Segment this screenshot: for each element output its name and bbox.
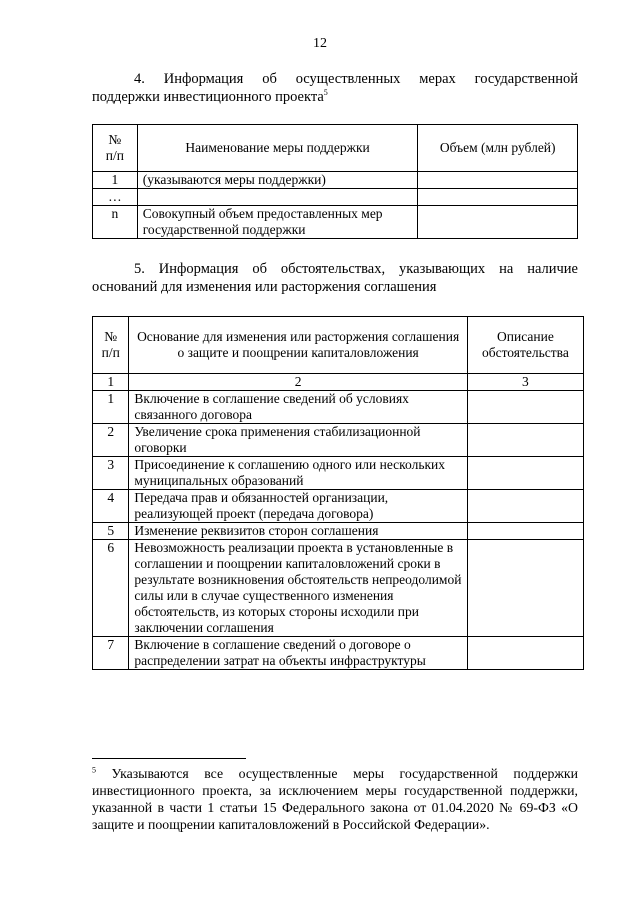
table-row	[93, 457, 584, 490]
basis-text: Изменение реквизитов сторон соглашения	[129, 523, 467, 540]
circumstance-description	[467, 424, 583, 457]
table-header-row	[93, 317, 584, 374]
table-header-row	[93, 125, 578, 172]
measure-name: (указываются меры поддержки)	[137, 172, 418, 189]
measure-name: Совокупный объем предоставленных мер государственной поддержки	[137, 206, 418, 239]
row-number: 5	[93, 523, 129, 540]
termination-grounds-table	[92, 316, 584, 670]
basis-text: Передача прав и обязанностей организации, реализующей проект (передача договора)	[129, 490, 467, 523]
row-number: 4	[93, 490, 129, 523]
circumstance-description	[467, 523, 583, 540]
table-row	[93, 391, 584, 424]
basis-text: Увеличение срока применения стабилизационной оговорки	[129, 424, 467, 457]
header-volume: Объем (млн рублей)	[418, 125, 578, 172]
row-number: 3	[93, 457, 129, 490]
column-number: 3	[467, 374, 583, 391]
table-row	[93, 424, 584, 457]
circumstance-description	[467, 637, 583, 670]
circumstance-description	[467, 540, 583, 637]
measure-volume	[418, 172, 578, 189]
table-row	[93, 637, 584, 670]
basis-text: Присоединение к соглашению одного или нескольких муниципальных образований	[129, 457, 467, 490]
circumstance-description	[467, 457, 583, 490]
footnote-text: Указываются все осуществленные меры государственной поддержки инвестиционного проекта, за исключением меры государственной поддержки, указанной в части 1 статьи 15 Федерального закона от 01.04.2020 № 69-ФЗ «О защите и поощрении капиталовложений в Российской Федерации».	[92, 766, 578, 832]
row-number: 1	[93, 172, 138, 189]
column-number-row	[93, 374, 584, 391]
page-number: 12	[313, 36, 327, 51]
support-measures-table	[92, 124, 578, 239]
measure-name	[137, 189, 418, 206]
footnote-divider	[92, 758, 246, 759]
section-4-heading-line2: поддержки инвестиционного проекта	[92, 89, 324, 105]
section-5-heading-line2: оснований для изменения или расторжения соглашения	[92, 279, 437, 295]
table-row	[93, 540, 584, 637]
footnote-reference: 5	[323, 88, 328, 98]
table-row	[93, 172, 578, 189]
circumstance-description	[467, 391, 583, 424]
row-number: …	[93, 189, 138, 206]
row-number: 2	[93, 424, 129, 457]
basis-text: Включение в соглашение сведений о договоре о распределении затрат на объекты инфраструктуры	[129, 637, 467, 670]
section-4-heading-line1: 4. Информация об осуществленных мерах государственной	[134, 71, 578, 87]
table-row	[93, 490, 584, 523]
column-number: 2	[129, 374, 467, 391]
section-5-heading	[92, 260, 578, 296]
table-row	[93, 206, 578, 239]
header-number: № п/п	[93, 125, 138, 172]
row-number: 6	[93, 540, 129, 637]
header-description: Описание обстоятельства	[467, 317, 583, 374]
basis-text: Невозможность реализации проекта в установленные в соглашении и поощрении капиталовложений сроки в результате возникновения обстоятельств непреодолимой силы или в случае существенного изменения обстоятельств, из которых стороны исходили при заключении соглашения	[129, 540, 467, 637]
header-number: № п/п	[93, 317, 129, 374]
row-number: 1	[93, 391, 129, 424]
row-number: 7	[93, 637, 129, 670]
footnote	[92, 765, 578, 833]
section-5-heading-line1: 5. Информация об обстоятельствах, указывающих на наличие	[134, 261, 578, 277]
table-row	[93, 189, 578, 206]
header-measure-name: Наименование меры поддержки	[137, 125, 418, 172]
column-number: 1	[93, 374, 129, 391]
section-4-heading	[92, 70, 578, 106]
measure-volume	[418, 189, 578, 206]
measure-volume	[418, 206, 578, 239]
table-row	[93, 523, 584, 540]
row-number: n	[93, 206, 138, 239]
header-basis: Основание для изменения или расторжения соглашения о защите и поощрении капиталовложения	[129, 317, 467, 374]
footnote-marker: 5	[92, 765, 96, 775]
circumstance-description	[467, 490, 583, 523]
basis-text: Включение в соглашение сведений об условиях связанного договора	[129, 391, 467, 424]
